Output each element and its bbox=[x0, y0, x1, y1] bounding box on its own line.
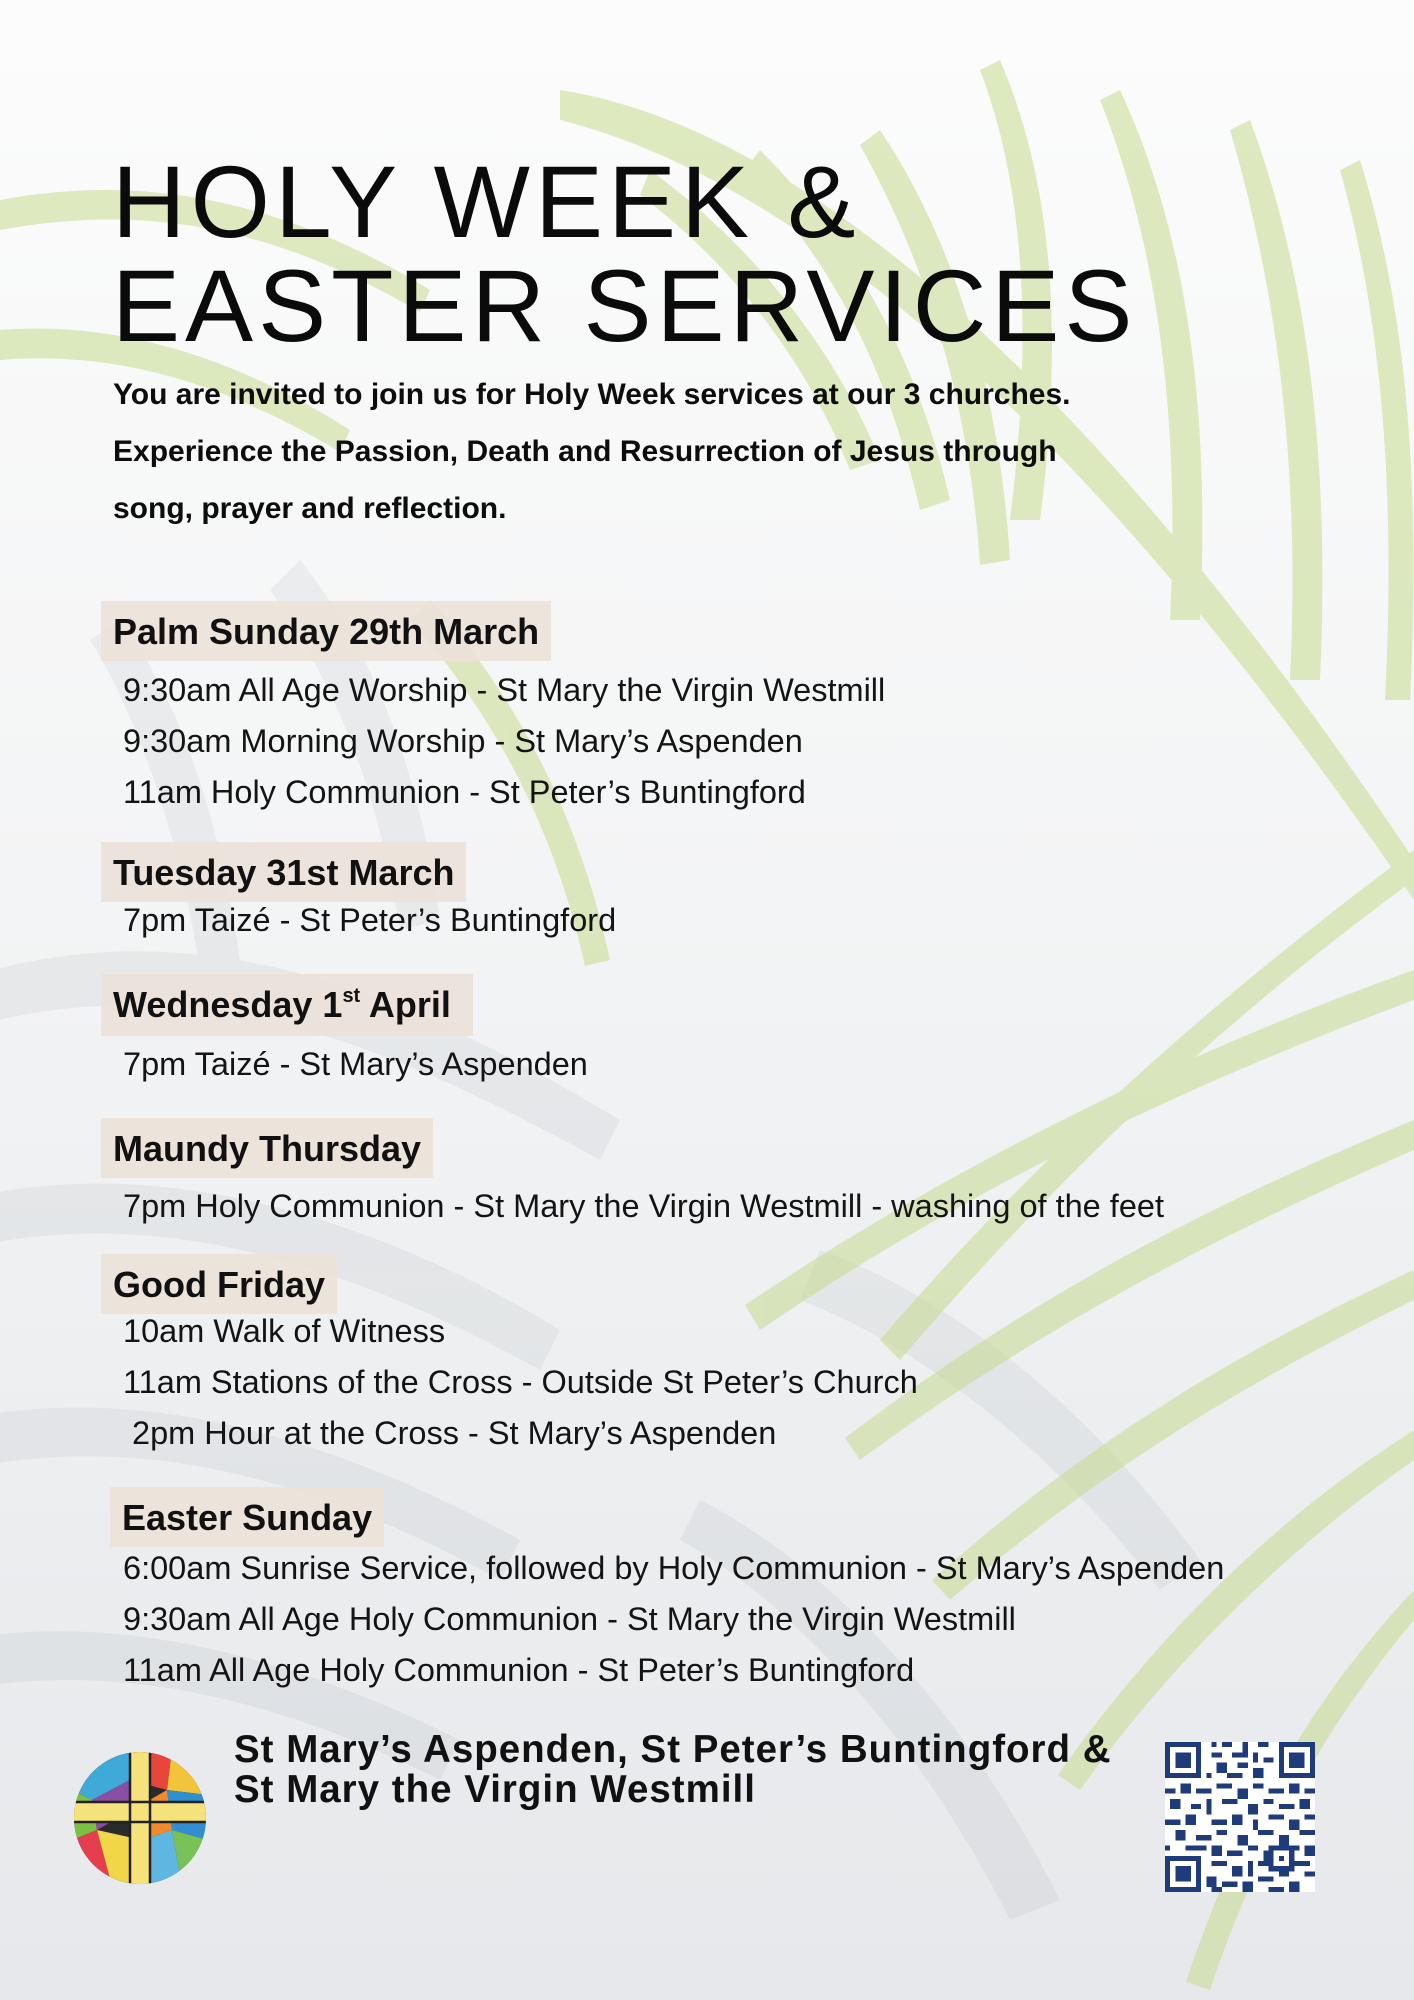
service-item: 7pm Taizé - St Mary’s Aspenden bbox=[123, 1046, 588, 1082]
intro-line-2: Experience the Passion, Death and Resurrection of Jesus through bbox=[113, 435, 1057, 468]
service-item: 11am All Age Holy Communion - St Peter’s Buntingford bbox=[123, 1652, 915, 1688]
day-heading-good-friday: Good Friday bbox=[101, 1254, 337, 1314]
intro-text bbox=[113, 366, 1313, 537]
parish-names bbox=[234, 1730, 1112, 1810]
service-item: 7pm Holy Communion - St Mary the Virgin Westmill - washing of the feet bbox=[123, 1188, 1164, 1224]
service-item: 2pm Hour at the Cross - St Mary’s Aspenden bbox=[123, 1415, 777, 1451]
stained-glass-cross-logo bbox=[72, 1750, 208, 1886]
parish-names-line-1: St Mary’s Aspenden, St Peter’s Buntingford & bbox=[234, 1728, 1112, 1771]
day-heading-palm-sunday: Palm Sunday 29th March bbox=[101, 601, 551, 661]
service-list-good-friday bbox=[123, 1306, 918, 1459]
day-heading-wednesday bbox=[101, 974, 473, 1036]
service-item: 11am Stations of the Cross - Outside St Peter’s Church bbox=[123, 1364, 918, 1400]
day-heading-maundy-thursday: Maundy Thursday bbox=[101, 1118, 433, 1178]
title-line-1: HOLY WEEK & bbox=[112, 145, 861, 259]
page-title bbox=[112, 145, 1138, 363]
day-heading-easter-sunday: Easter Sunday bbox=[110, 1487, 384, 1547]
service-item: 9:30am Morning Worship - St Mary’s Aspenden bbox=[123, 723, 803, 759]
service-list-easter-sunday bbox=[123, 1543, 1224, 1696]
service-item: 9:30am All Age Worship - St Mary the Virgin Westmill bbox=[123, 672, 886, 708]
intro-line-1: You are invited to join us for Holy Week services at our 3 churches. bbox=[113, 378, 1071, 411]
day-heading-wednesday-ordinal: st bbox=[342, 985, 361, 1007]
day-heading-tuesday: Tuesday 31st March bbox=[101, 842, 466, 902]
parish-names-line-2: St Mary the Virgin Westmill bbox=[234, 1768, 756, 1811]
service-list-maundy-thursday bbox=[123, 1181, 1164, 1232]
service-list-palm-sunday bbox=[123, 665, 885, 818]
service-item: 11am Holy Communion - St Peter’s Buntingford bbox=[123, 774, 806, 810]
service-item: 10am Walk of Witness bbox=[123, 1313, 446, 1349]
day-heading-wednesday-month: April bbox=[360, 984, 451, 1025]
day-heading-wednesday-main: Wednesday 1 bbox=[113, 984, 343, 1025]
title-line-2: EASTER SERVICES bbox=[112, 249, 1138, 363]
service-list-wednesday bbox=[123, 1039, 588, 1090]
intro-line-3: song, prayer and reflection. bbox=[113, 492, 507, 525]
service-item: 6:00am Sunrise Service, followed by Holy Communion - St Mary’s Aspenden bbox=[123, 1550, 1225, 1586]
service-item: 7pm Taizé - St Peter’s Buntingford bbox=[123, 902, 617, 938]
service-list-tuesday bbox=[123, 895, 616, 946]
qr-code-icon[interactable] bbox=[1165, 1742, 1315, 1892]
service-item: 9:30am All Age Holy Communion - St Mary the Virgin Westmill bbox=[123, 1601, 1016, 1637]
